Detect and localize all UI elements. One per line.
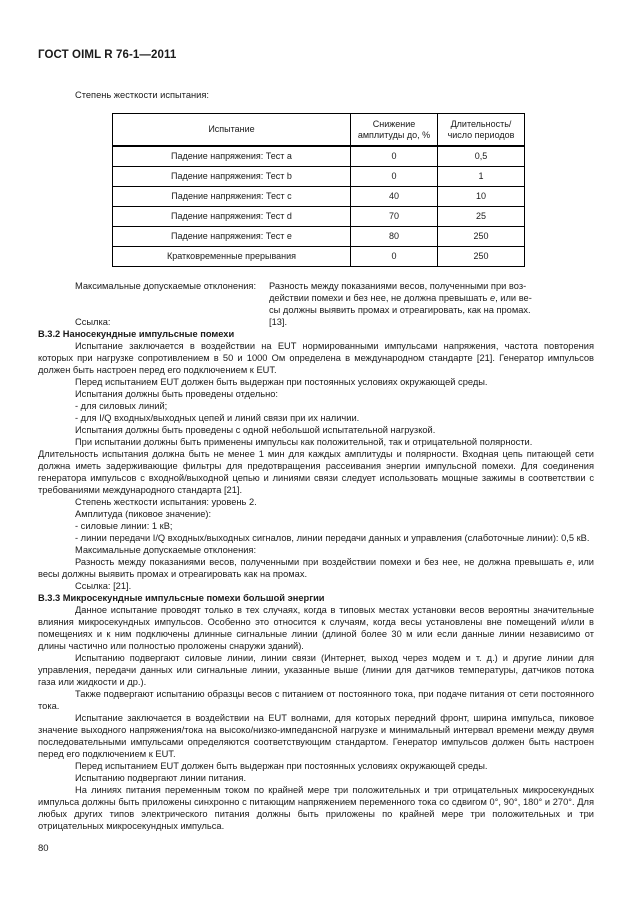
table-header-row [113,114,525,147]
document-header: ГОСТ OIML R 76-1—2011 [38,49,177,61]
section-b33-paragraph-5: Перед испытанием EUT должен быть выдержан при постоянных условиях окружающей среды. [75,761,488,771]
section-b33-paragraph-4: Испытание заключается в воздействии на EUT волнами, для которых передний фронт, ширина импульса, пиковое значение выходного напряжения/тока на высоко/низко-импедансной нагрузке и минимальный интервал времени между двумя последовательными импульсами определяются соответствующим стандартом. Генератор импульсов должен быть настроен перед его подключением к EUT. [38,713,594,759]
page-content [38,0,594,832]
cell-duration: 0,5 [438,146,525,167]
mpe-definition-block [38,280,594,328]
table-row [113,167,525,187]
section-b33-paragraph-1: Данное испытание проводят только в тех случаях, когда в типовых местах установки весов вероятны значительные влияния микросекундных импульсов. Особенно это относится к случаям, когда весы установлены вне помещений и/или в помещениях и к ним подключены длинные сигнальные линии (длиной более 30 м или если данные линии независимо от длины частично или полностью проложены снаружи зданий). [38,605,594,651]
section-b32-bullet-3: - силовые линии: 1 кВ; [75,521,173,531]
section-b32-heading: B.3.2 Наносекундные импульсные помехи [38,329,235,339]
severity-level-label: Степень жесткости испытания: [75,90,209,100]
table-body [113,146,525,267]
table-row [113,187,525,207]
table-row [113,247,525,267]
cell-duration: 250 [438,227,525,247]
reference-row [75,316,594,328]
mpe-value-line3: сы должны выявить промах и отреагировать, как на промах. [269,305,531,315]
table-row [113,207,525,227]
section-b32-bullet-4: - линии передачи I/Q входных/выходных сигналов, линии передачи данных и управления (слаботочные линии): 0,5 кВ. [75,533,590,543]
mpe-value-line2-end: , или ве- [495,293,532,303]
column-header-amplitude-line1: Снижение [372,118,416,129]
section-b32-paragraph-8: Амплитуда (пиковое значение): [75,509,212,519]
cell-test-name: Падение напряжения: Тест b [113,167,351,187]
section-b33-paragraph-2: Испытанию подвергают силовые линии, линии связи (Интернет, выход через модем и т. д.) и другие линии для управления, передачи данных или сигнальные линии, указанные выше (линии для датчиков температуры, датчиков потока газа или жидкости и др.). [38,653,594,687]
cell-duration: 250 [438,247,525,267]
mpe-value-symbol-e: e [489,293,496,303]
cell-amplitude: 0 [351,247,438,267]
mpe-value [269,280,594,316]
section-b32-paragraph-4: Испытания должны быть проведены с одной небольшой испытательной нагрузкой. [75,425,436,435]
section-b32-paragraph-7: Степень жесткости испытания: уровень 2. [75,497,257,507]
section-b32-paragraph-10-end: , или весы должны выявить промах и отреагировать как на промах. [38,557,594,579]
section-b32-bullet-2: - для I/Q входных/выходных цепей и линий связи при их наличии. [75,413,360,423]
cell-test-name: Падение напряжения: Тест e [113,227,351,247]
section-b33-heading: B.3.3 Микросекундные импульсные помехи большой энергии [38,593,325,603]
page-number: 80 [38,843,49,854]
section-b32-paragraph-2: Перед испытанием EUT должен быть выдержан при постоянных условиях окружающей среды. [75,377,488,387]
section-b32-paragraph-10-start: Разность между показаниями весов, полученными при воздействии помехи и без нее, не должна превышать [75,557,567,567]
reference-value: [13]. [269,317,288,327]
mpe-value-line2-start: действии помехи и без нее, не должна превышать [269,293,490,303]
severity-levels-table [112,113,525,267]
section-b32-reference: Ссылка: [21]. [75,581,132,591]
section-b32-paragraph-9: Максимальные допускаемые отклонения: [75,545,257,555]
cell-amplitude: 0 [351,167,438,187]
cell-amplitude: 80 [351,227,438,247]
column-header-duration-line1: Длительность/ [450,118,512,129]
cell-test-name: Падение напряжения: Тест d [113,207,351,227]
cell-duration: 10 [438,187,525,207]
table-row [113,146,525,167]
column-header-amplitude-line2: амплитуды до, % [357,129,431,140]
section-b32 [38,328,594,592]
cell-test-name: Падение напряжения: Тест a [113,146,351,167]
section-b32-symbol-e: e [566,557,572,567]
cell-amplitude: 0 [351,146,438,167]
mpe-value-line1: Разность между показаниями весов, полученными при воз- [269,281,527,291]
section-b33 [38,592,594,832]
section-b32-paragraph-10 [38,556,594,580]
table-row [113,227,525,247]
cell-duration: 1 [438,167,525,187]
mpe-value-line2 [269,292,594,304]
cell-amplitude: 70 [351,207,438,227]
column-header-amplitude [351,114,438,147]
cell-test-name: Кратковременные прерывания [113,247,351,267]
section-b33-paragraph-3: Также подвергают испытанию образцы весов с питанием от постоянного тока, при подаче питания от сети постоянного тока. [38,689,594,711]
column-header-test: Испытание [113,114,351,147]
severity-table-wrapper [38,113,594,267]
mpe-label: Максимальные допускаемые отклонения: [75,281,257,291]
reference-label: Ссылка: [75,317,111,327]
cell-amplitude: 40 [351,187,438,207]
section-b32-paragraph-6: Длительность испытания должна быть не менее 1 мин для каждых амплитуды и полярности. Входная цепь питающей сети должна иметь задерживающие фильтры для предотвращения рассеивания энергии импульсной помехи. Для соединения генератора импульсов с входной/выходной цепью и линиями связи следует использовать мощные зажимы в соответствии с требованиями международного стандарта [21]. [38,449,594,495]
section-b32-paragraph-1: Испытание заключается в воздействии на EUT нормированными импульсами напряжения, частота повторения которых при нагрузке сопротивлением в 50 и 1000 Ом определена в международном стандарте [21]. Генератор импульсов должен быть настроен перед его подключением к EUT. [38,341,594,375]
table-head [113,114,525,147]
section-b33-paragraph-7: На линиях питания переменным током по крайней мере три положительных и три отрицательных микросекундных импульса должны быть приложены синхронно с питающим напряжением переменного тока со сдвигом 0°, 90°, 180° и 270°. Для любых других типов электрического питания должны быть приложены по крайней мере три положительных и три отрицательных микросекундных импульса. [38,785,594,831]
section-b33-paragraph-6: Испытанию подвергают линии питания. [75,773,247,783]
column-header-duration-line2: число периодов [447,129,515,140]
cell-duration: 25 [438,207,525,227]
section-b32-paragraph-3: Испытания должны быть проведены отдельно: [75,389,278,399]
mpe-row [75,280,594,316]
section-b32-bullet-1: - для силовых линий; [75,401,168,411]
section-b32-paragraph-5: При испытании должны быть применены импульсы как положительной, так и отрицательной полярности. [75,437,533,447]
column-header-duration [438,114,525,147]
cell-test-name: Падение напряжения: Тест c [113,187,351,207]
